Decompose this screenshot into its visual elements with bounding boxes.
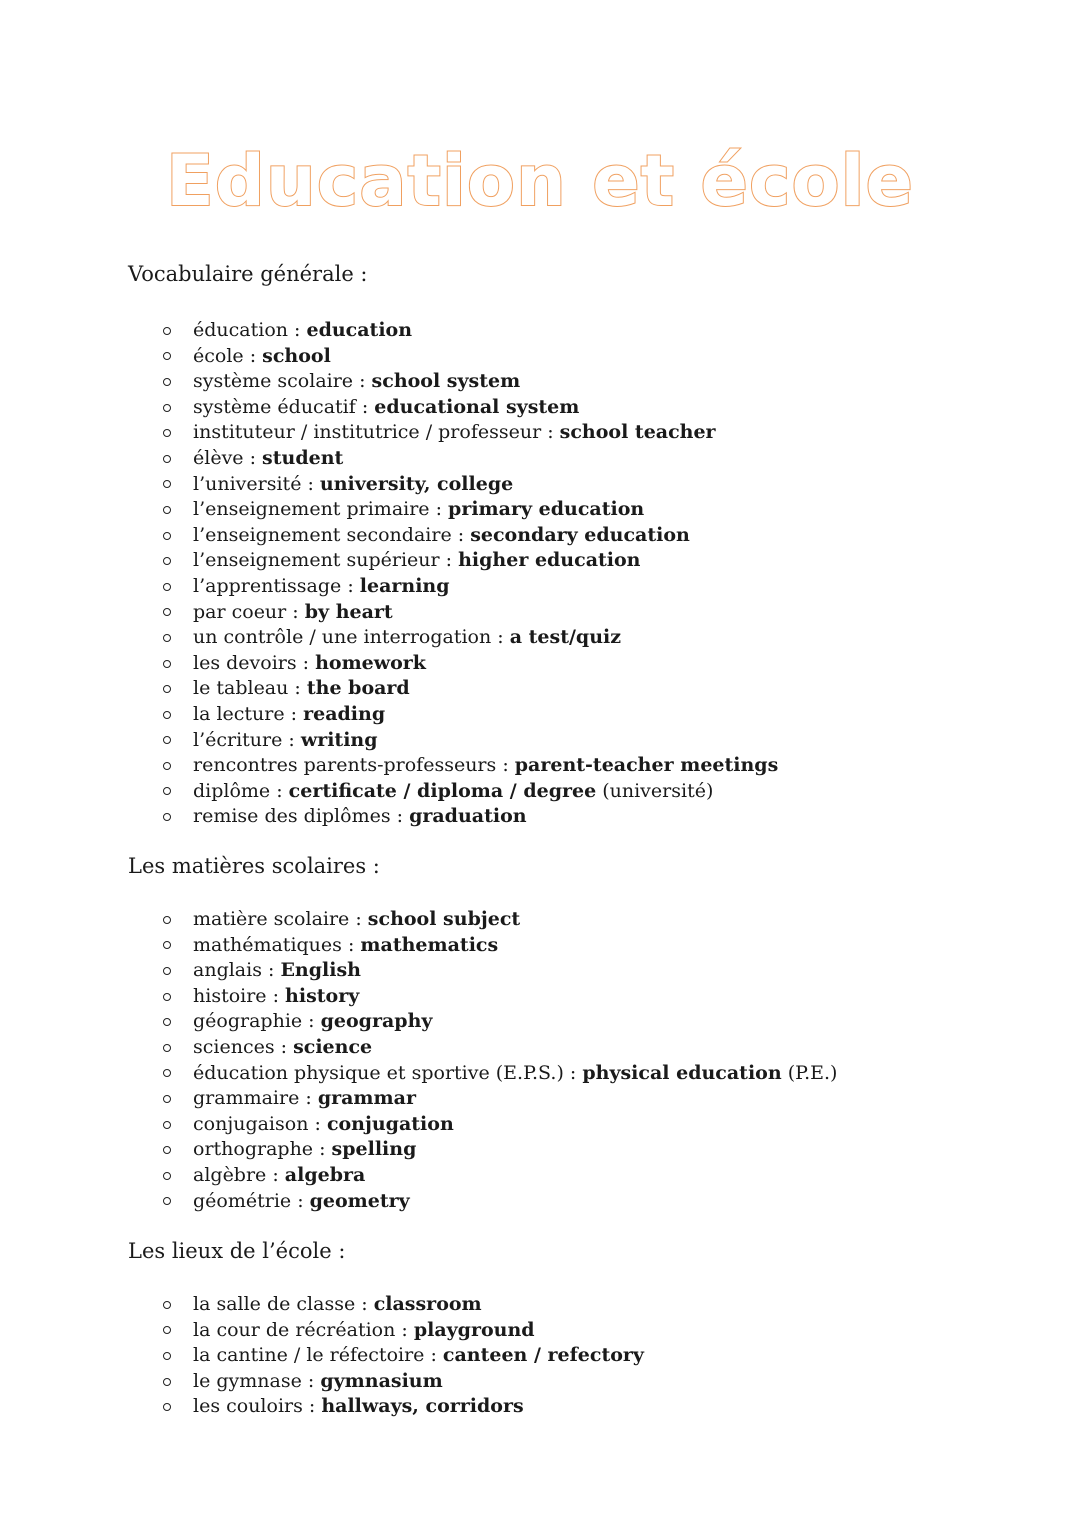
separator: :: [395, 1318, 414, 1341]
separator: :: [355, 1293, 374, 1315]
list-item: [158, 753, 778, 779]
circle-bullet-icon: [163, 480, 171, 488]
french-term: rencontres parents-professeurs: [193, 754, 497, 777]
separator: :: [302, 1395, 322, 1418]
separator: :: [266, 984, 286, 1007]
french-term: géographie: [193, 1010, 303, 1033]
circle-bullet-icon: [163, 1121, 171, 1129]
list-item: [158, 318, 778, 344]
english-translation: grammar: [317, 1087, 416, 1110]
separator: :: [496, 754, 515, 777]
english-translation: by heart: [304, 600, 393, 623]
circle-bullet-icon: [163, 404, 171, 412]
list-item: [158, 702, 778, 728]
page-title: Education et école: [165, 140, 915, 222]
english-translation: canteen / refectory: [442, 1344, 644, 1367]
vocab-list-general: [158, 318, 778, 830]
french-term: l’université: [193, 472, 302, 495]
separator: :: [439, 549, 459, 572]
list-item: [158, 779, 778, 805]
separator: :: [261, 959, 281, 982]
french-term: la cantine / le réfectoire: [193, 1344, 425, 1367]
english-translation: learning: [359, 574, 450, 597]
list-item: [158, 933, 837, 959]
french-term: histoire: [193, 984, 267, 1007]
french-term: algèbre: [193, 1163, 267, 1186]
list-item: [158, 1112, 837, 1138]
separator: :: [282, 728, 301, 751]
french-term: l’écriture: [193, 728, 283, 751]
extra-note: (P.E.): [787, 1061, 838, 1084]
separator: :: [563, 1061, 583, 1084]
list-item: [158, 1189, 837, 1215]
french-term: la salle de classe: [193, 1293, 356, 1315]
english-translation: student: [262, 446, 344, 469]
circle-bullet-icon: [163, 1403, 171, 1411]
list-item: [158, 369, 778, 395]
list-item: [158, 651, 778, 677]
separator: :: [284, 702, 304, 725]
english-translation: classroom: [373, 1293, 482, 1315]
english-translation: the board: [306, 677, 410, 700]
circle-bullet-icon: [163, 1069, 171, 1077]
french-term: école: [193, 344, 244, 367]
french-term: instituteur / institutrice / professeur: [193, 421, 542, 444]
french-term: conjugaison: [193, 1112, 309, 1135]
circle-bullet-icon: [163, 967, 171, 975]
french-term: éducation: [193, 319, 288, 341]
french-term: éducation physique et sportive (E.P.S.): [193, 1061, 564, 1084]
separator: :: [429, 498, 449, 521]
separator: :: [349, 908, 368, 930]
list-item: [158, 600, 778, 626]
english-translation: conjugation: [326, 1112, 454, 1135]
extra-note: (université): [602, 779, 714, 802]
circle-bullet-icon: [163, 608, 171, 616]
circle-bullet-icon: [163, 1352, 171, 1360]
circle-bullet-icon: [163, 762, 171, 770]
separator: :: [301, 1369, 321, 1392]
list-item: [158, 1318, 644, 1344]
english-translation: certificate / diploma / degree: [288, 779, 597, 802]
list-item: [158, 420, 778, 446]
list-item: [158, 497, 778, 523]
separator: :: [301, 472, 320, 495]
french-term: élève: [193, 446, 244, 469]
separator: :: [288, 677, 307, 700]
list-item: [158, 1061, 837, 1087]
circle-bullet-icon: [163, 711, 171, 719]
separator: :: [266, 1163, 285, 1186]
french-term: grammaire: [193, 1087, 300, 1110]
english-translation: hallways, corridors: [321, 1395, 524, 1418]
english-translation: algebra: [284, 1163, 366, 1186]
circle-bullet-icon: [163, 634, 171, 642]
french-term: sciences: [193, 1035, 275, 1058]
circle-bullet-icon: [163, 993, 171, 1001]
section-heading-subjects: Les matières scolaires :: [128, 854, 380, 878]
french-term: la lecture: [193, 702, 285, 725]
english-translation: parent-teacher meetings: [514, 754, 779, 777]
separator: :: [491, 626, 510, 649]
section-heading-general: Vocabulaire générale :: [128, 262, 368, 286]
circle-bullet-icon: [163, 1172, 171, 1180]
circle-bullet-icon: [163, 455, 171, 463]
separator: :: [355, 395, 375, 418]
list-item: [158, 804, 778, 830]
list-item: [158, 344, 778, 370]
french-term: orthographe: [193, 1138, 314, 1161]
english-translation: spelling: [331, 1138, 417, 1161]
list-item: [158, 1343, 644, 1369]
circle-bullet-icon: [163, 532, 171, 540]
french-term: un contrôle / une interrogation: [193, 626, 492, 649]
english-translation: school system: [371, 370, 521, 393]
english-translation: reading: [303, 702, 386, 725]
english-translation: mathematics: [360, 933, 499, 956]
english-translation: education: [306, 319, 413, 341]
separator: :: [541, 421, 560, 444]
english-translation: geography: [320, 1010, 433, 1033]
french-term: anglais: [193, 959, 262, 982]
english-translation: graduation: [409, 805, 527, 828]
french-term: l’enseignement primaire: [193, 498, 430, 521]
circle-bullet-icon: [163, 685, 171, 693]
circle-bullet-icon: [163, 352, 171, 360]
separator: :: [291, 1189, 310, 1212]
french-term: matière scolaire: [193, 908, 350, 930]
list-item: [158, 395, 778, 421]
circle-bullet-icon: [163, 378, 171, 386]
english-translation: a test/quiz: [509, 626, 622, 649]
english-translation: secondary education: [470, 523, 690, 546]
circle-bullet-icon: [163, 1301, 171, 1309]
french-term: par coeur: [193, 600, 287, 623]
vocab-list-subjects: [158, 907, 837, 1214]
list-item: [158, 1035, 837, 1061]
list-item: [158, 548, 778, 574]
french-term: système éducatif: [193, 395, 356, 418]
english-translation: English: [280, 959, 361, 982]
circle-bullet-icon: [163, 660, 171, 668]
list-item: [158, 472, 778, 498]
english-translation: school subject: [367, 908, 521, 930]
vocab-list-places: [158, 1292, 644, 1420]
english-translation: writing: [300, 728, 378, 751]
english-translation: gymnasium: [320, 1369, 443, 1392]
list-item: [158, 984, 837, 1010]
french-term: diplôme: [193, 779, 271, 802]
separator: :: [270, 779, 289, 802]
english-translation: school teacher: [559, 421, 716, 444]
list-item: [158, 446, 778, 472]
circle-bullet-icon: [163, 1146, 171, 1154]
list-item: [158, 676, 778, 702]
english-translation: playground: [413, 1318, 535, 1341]
section-heading-places: Les lieux de l’école :: [128, 1239, 346, 1263]
list-item: [158, 1086, 837, 1112]
separator: :: [341, 933, 361, 956]
english-translation: homework: [315, 651, 426, 674]
list-item: [158, 907, 837, 933]
circle-bullet-icon: [163, 583, 171, 591]
separator: :: [243, 446, 263, 469]
circle-bullet-icon: [163, 1044, 171, 1052]
french-term: l’enseignement secondaire: [193, 523, 452, 546]
english-translation: primary education: [448, 498, 645, 521]
french-term: le gymnase: [193, 1369, 302, 1392]
french-term: les couloirs: [193, 1395, 303, 1418]
separator: :: [390, 805, 410, 828]
circle-bullet-icon: [163, 1095, 171, 1103]
french-term: les devoirs: [193, 651, 297, 674]
separator: :: [341, 574, 360, 597]
separator: :: [302, 1010, 321, 1033]
circle-bullet-icon: [163, 787, 171, 795]
list-item: [158, 1009, 837, 1035]
circle-bullet-icon: [163, 941, 171, 949]
separator: :: [243, 344, 263, 367]
circle-bullet-icon: [163, 506, 171, 514]
french-term: remise des diplômes: [193, 805, 391, 828]
circle-bullet-icon: [163, 736, 171, 744]
list-item: [158, 1137, 837, 1163]
list-item: [158, 1394, 644, 1420]
french-term: mathématiques: [193, 933, 342, 956]
circle-bullet-icon: [163, 557, 171, 565]
separator: :: [353, 370, 372, 393]
french-term: le tableau: [193, 677, 289, 700]
french-term: système scolaire: [193, 370, 354, 393]
list-item: [158, 523, 778, 549]
french-term: l’enseignement supérieur: [193, 549, 440, 572]
list-item: [158, 1163, 837, 1189]
circle-bullet-icon: [163, 1326, 171, 1334]
english-translation: history: [285, 984, 360, 1007]
english-translation: school: [262, 344, 331, 367]
separator: :: [274, 1035, 294, 1058]
french-term: l’apprentissage: [193, 574, 342, 597]
english-translation: physical education: [582, 1061, 782, 1084]
separator: :: [451, 523, 471, 546]
list-item: [158, 1369, 644, 1395]
english-translation: geometry: [309, 1189, 410, 1212]
list-item: [158, 574, 778, 600]
english-translation: science: [293, 1035, 373, 1058]
circle-bullet-icon: [163, 429, 171, 437]
separator: :: [286, 600, 305, 623]
english-translation: university, college: [319, 472, 514, 495]
french-term: la cour de récréation: [193, 1318, 396, 1341]
separator: :: [308, 1112, 327, 1135]
separator: :: [313, 1138, 332, 1161]
list-item: [158, 728, 778, 754]
french-term: géométrie: [193, 1189, 292, 1212]
circle-bullet-icon: [163, 916, 171, 924]
separator: :: [424, 1344, 443, 1367]
circle-bullet-icon: [163, 327, 171, 335]
separator: :: [299, 1087, 318, 1110]
circle-bullet-icon: [163, 1378, 171, 1386]
list-item: [158, 625, 778, 651]
list-item: [158, 1292, 644, 1318]
circle-bullet-icon: [163, 1018, 171, 1026]
separator: :: [296, 651, 316, 674]
circle-bullet-icon: [163, 813, 171, 821]
list-item: [158, 958, 837, 984]
separator: :: [288, 319, 307, 341]
english-translation: higher education: [458, 549, 641, 572]
circle-bullet-icon: [163, 1197, 171, 1205]
english-translation: educational system: [374, 395, 580, 418]
